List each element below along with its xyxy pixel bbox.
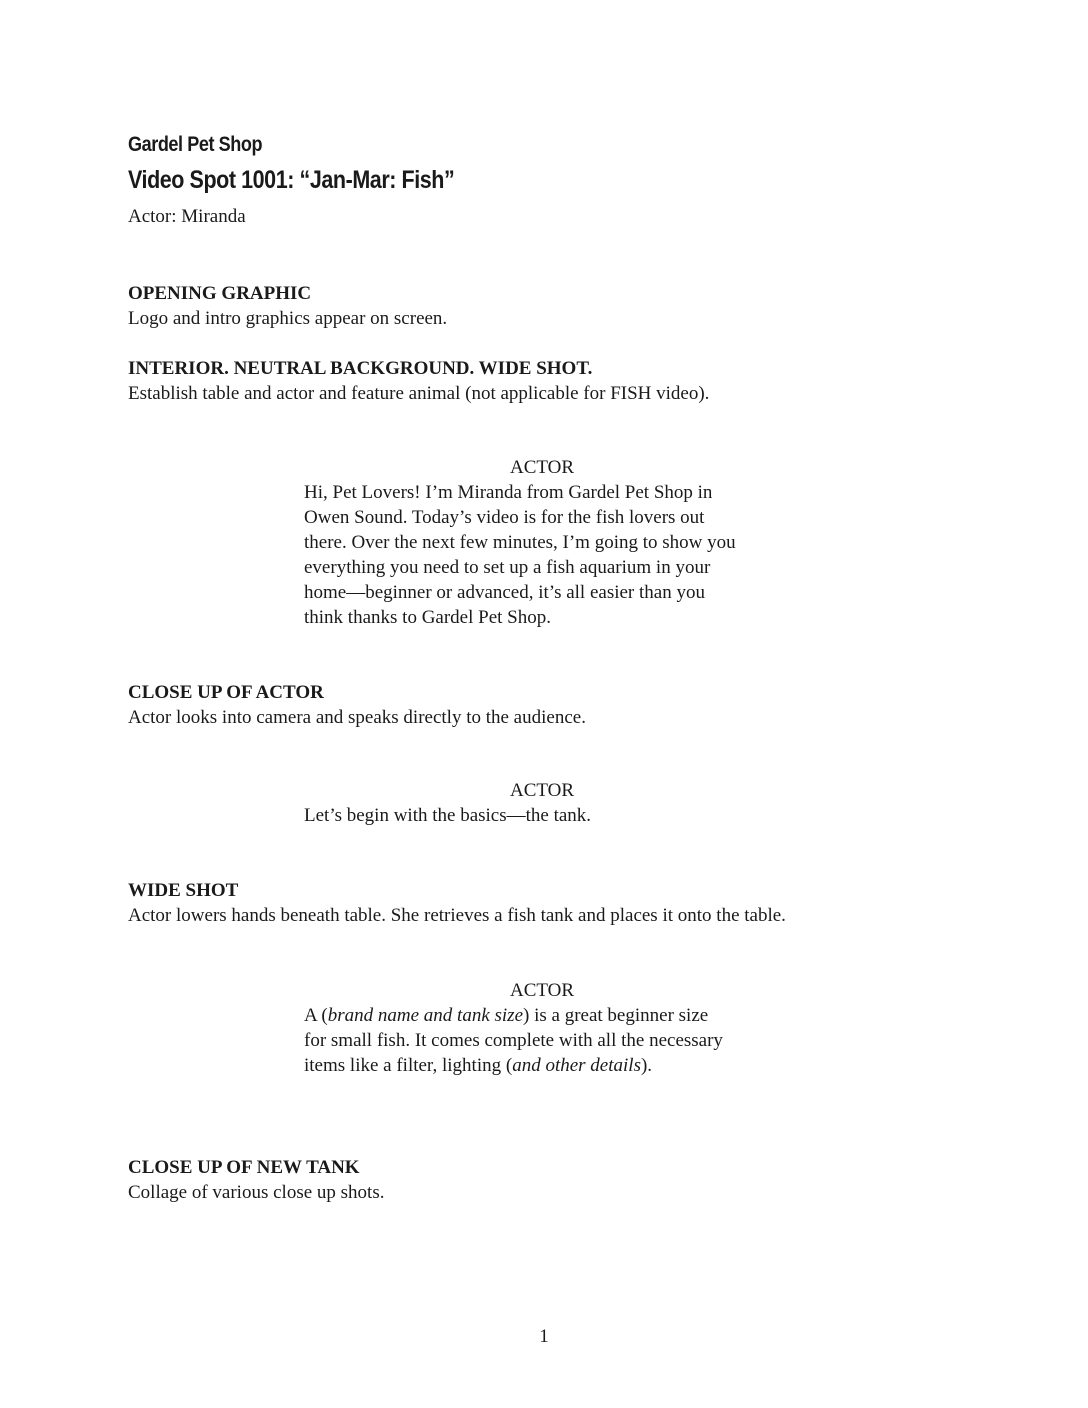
dialogue-text bbox=[304, 803, 824, 828]
character-name: ACTOR bbox=[510, 980, 575, 1001]
dialogue-text bbox=[304, 1003, 824, 1078]
character-name: ACTOR bbox=[510, 780, 575, 801]
dialogue-text-segment: A ( bbox=[304, 1005, 328, 1026]
actor-credit: Actor: Miranda bbox=[128, 206, 246, 227]
dialogue-italic-note: and other details bbox=[512, 1055, 641, 1076]
dialogue-text-segment: ). bbox=[640, 1055, 653, 1076]
scene-heading: INTERIOR. NEUTRAL BACKGROUND. WIDE SHOT. bbox=[128, 358, 593, 379]
scene-close-up-actor bbox=[128, 680, 988, 730]
dialogue-text-segment: items like a filter, lighting ( bbox=[304, 1055, 513, 1076]
character-name: ACTOR bbox=[510, 457, 575, 478]
dialogue-line: everything you need to set up a fish aquarium in your bbox=[304, 557, 711, 578]
dialogue-line: think thanks to Gardel Pet Shop. bbox=[304, 607, 551, 628]
dialogue-line: home—beginner or advanced, it’s all easier than you bbox=[304, 582, 705, 603]
dialogue-italic-note: brand name and tank size bbox=[327, 1005, 524, 1026]
dialogue-line bbox=[304, 1003, 824, 1028]
scene-heading: OPENING GRAPHIC bbox=[128, 283, 312, 304]
scene-heading: CLOSE UP OF NEW TANK bbox=[128, 1157, 360, 1178]
dialogue-block bbox=[304, 978, 824, 1078]
dialogue-line: there. Over the next few minutes, I’m going to show you bbox=[304, 532, 736, 553]
dialogue-line: Hi, Pet Lovers! I’m Miranda from Gardel Pet Shop in bbox=[304, 482, 713, 503]
dialogue-line: Owen Sound. Today’s video is for the fish lovers out bbox=[304, 507, 705, 528]
scene-description: Actor looks into camera and speaks directly to the audience. bbox=[128, 707, 586, 728]
scene-description: Establish table and actor and feature animal (not applicable for FISH video). bbox=[128, 383, 710, 404]
dialogue-line: Let’s begin with the basics—the tank. bbox=[304, 805, 592, 826]
scene-opening-graphic bbox=[128, 281, 988, 331]
scene-wide-shot bbox=[128, 878, 988, 928]
page-number: 1 bbox=[539, 1326, 549, 1347]
spot-title: Video Spot 1001: “Jan-Mar: Fish” bbox=[128, 166, 455, 194]
scene-description: Logo and intro graphics appear on screen. bbox=[128, 308, 448, 329]
dialogue-block bbox=[304, 778, 824, 828]
scene-close-up-new-tank bbox=[128, 1155, 988, 1205]
dialogue-line: for small fish. It comes complete with all the necessary bbox=[304, 1030, 723, 1051]
scene-interior-wide-shot bbox=[128, 356, 988, 406]
scene-description: Actor lowers hands beneath table. She retrieves a fish tank and places it onto the table. bbox=[128, 905, 786, 926]
scene-heading: WIDE SHOT bbox=[128, 880, 239, 901]
scene-description: Collage of various close up shots. bbox=[128, 1182, 385, 1203]
scene-heading: CLOSE UP OF ACTOR bbox=[128, 682, 324, 703]
company-name: Gardel Pet Shop bbox=[128, 133, 263, 156]
dialogue-block bbox=[304, 455, 824, 630]
dialogue-text bbox=[304, 480, 824, 630]
dialogue-line bbox=[304, 1053, 824, 1078]
dialogue-text-segment: ) is a great beginner size bbox=[523, 1005, 709, 1026]
